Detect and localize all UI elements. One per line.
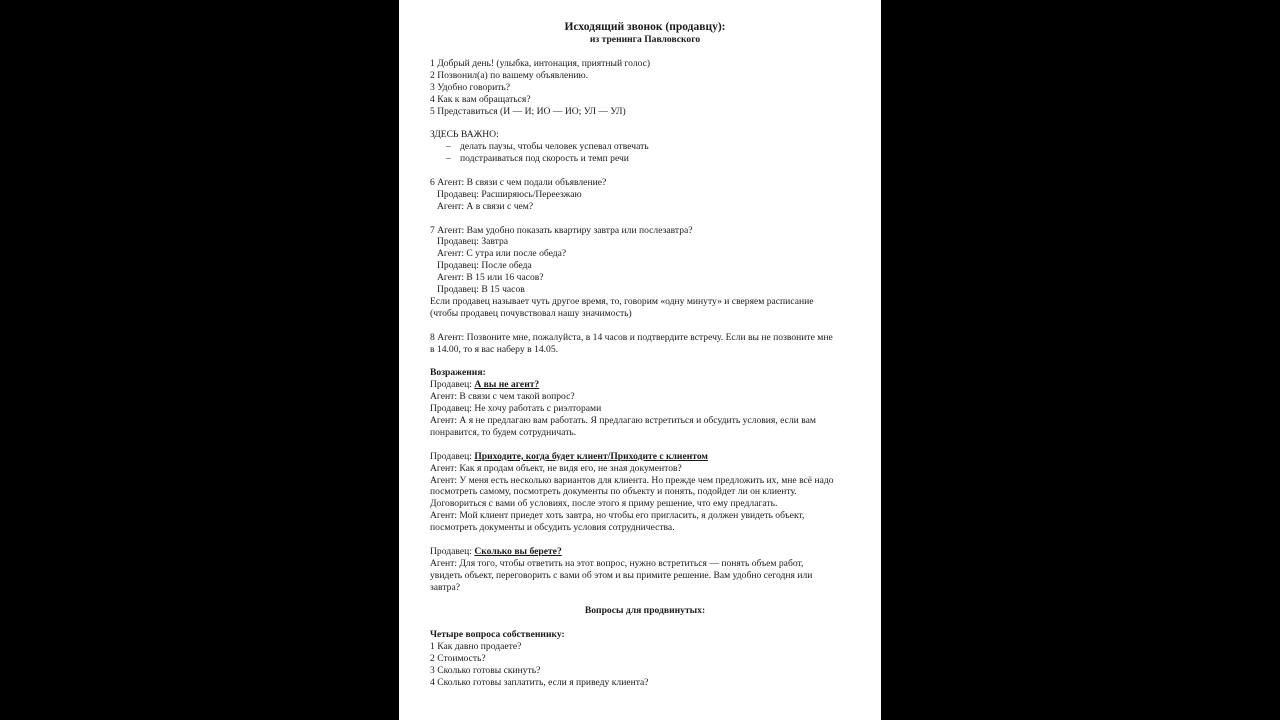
objection-answer-line: Агент: Для того, чтобы ответить на этот вопрос, нужно встретиться — понять объем работ, [430, 557, 804, 569]
owner-question: 4 Сколько готовы заплатить, если я приведу клиента? [430, 676, 649, 688]
greeting-line: 5 Представиться (И — И; ИО — ИО; УЛ — УЛ) [430, 105, 626, 117]
objection-answer-line: посмотреть самому, посмотреть документы по объекту и понять, подойдет ли он клиенту. [430, 486, 797, 498]
greeting-list [430, 58, 860, 118]
dash-mark: – [446, 153, 451, 165]
important-heading: ЗДЕСЬ ВАЖНО: [430, 129, 499, 141]
objection-question: Приходите, когда будет клиент/Приходите с клиентом [474, 450, 708, 462]
important-item-text: делать паузы, чтобы человек успевал отвечать [460, 141, 649, 153]
step6-line: Продавец: Расширяюсь/Переезжаю [437, 188, 582, 200]
objection-question-line [430, 546, 860, 558]
greeting-line: 3 Удобно говорить? [430, 81, 511, 93]
objection-answer-line: увидеть объект, переговорить с вами об этом и вы примите решение. Вам удобно сегодня или [430, 569, 813, 581]
owner-question: 2 Стоимость? [430, 653, 486, 665]
objection-prefix: Продавец: [430, 379, 475, 391]
step7-dialog-line: Агент: С утра или после обеда? [437, 248, 567, 260]
objection-answer-line: Договориться с вами об условиях, после этого я приму решение, что ему предлагать. [430, 498, 778, 510]
dash-mark: – [446, 141, 451, 153]
objection-answer-line: Агент: Как я продам объект, не видя его, не зная документов? [430, 462, 682, 474]
greeting-line: 1 Добрый день! (улыбка, интонация, приятный голос) [430, 57, 651, 69]
document-content [430, 20, 860, 689]
objection-prefix: Продавец: [430, 545, 475, 557]
objection-answer-line: понравится, то будем сотрудничать. [430, 426, 577, 438]
objection-question-line [430, 379, 860, 391]
objection-answer-line: Агент: А я не предлагаю вам работать. Я предлагаю встретиться и обсудить условия, если вам [430, 415, 816, 426]
objections-heading: Возражения: [430, 367, 486, 379]
owner-heading: Четыре вопроса собственнику: [430, 629, 565, 641]
objection-question: Сколько вы берете? [474, 545, 562, 557]
step7-note-line: (чтобы продавец почувствовал нашу значимость) [430, 307, 632, 319]
document-title: Исходящий звонок (продавцу): [564, 21, 726, 33]
document-page [399, 0, 881, 720]
advanced-heading: Вопросы для продвинутых: [584, 605, 706, 617]
step8-line: 8 Агент: Позвоните мне, пожалуйста, в 14 часов и подтвердите встречу. Если вы не позвоните мне [430, 331, 833, 343]
owner-question: 1 Как давно продаете? [430, 641, 522, 653]
step7-lead: 7 Агент: Вам удобно показать квартиру завтра или послезавтра? [430, 224, 693, 236]
important-item [430, 153, 860, 165]
owner-question: 3 Сколько готовы скинуть? [430, 664, 541, 676]
step7-dialog-line: Продавец: В 15 часов [437, 284, 525, 296]
objection-answer-line: Агент: В связи с чем такой вопрос? [430, 391, 575, 403]
objection-answer-line: Продавец: Не хочу работать с риэлторами [430, 403, 602, 415]
objection-prefix: Продавец: [430, 450, 475, 462]
step7-dialog-line: Продавец: После обеда [437, 260, 532, 272]
greeting-line: 4 Как к вам обращаться? [430, 93, 531, 105]
step6-line: Агент: А в связи с чем? [437, 200, 534, 212]
objection-answer-line: Агент: У меня есть несколько вариантов для клиента. Но прежде чем предложить их, мне всё надо [430, 474, 834, 486]
objection-answer-line: завтра? [430, 581, 460, 593]
greeting-line: 2 Позвонил(а) по вашему объявлению. [430, 69, 589, 81]
step7-note-line: Если продавец называет чуть другое время, то, говорим «одну минуту» и сверяем расписание [430, 295, 814, 307]
objection-answer-line: посмотреть документы и обсудить условия сотрудничества. [430, 522, 675, 534]
step8-line: в 14.00, то я вас набеpу в 14.05. [430, 343, 559, 355]
important-item [430, 141, 860, 153]
objection-answer-line: Агент: Мой клиент приедет хоть завтра, но чтобы его пригласить, я должен увидеть объект, [430, 510, 805, 522]
objection-question-line [430, 451, 860, 463]
objection-question: А вы не агент? [474, 379, 540, 391]
document-subtitle: из тренинга Павловского [589, 34, 701, 45]
step6-line: 6 Агент: В связи с чем подали объявление? [430, 176, 607, 188]
step7-dialog-line: Продавец: Завтра [437, 236, 509, 248]
step7-dialog-line: Агент: В 15 или 16 часов? [437, 272, 544, 284]
important-item-text: подстраиваться под скорость и темп речи [460, 153, 629, 165]
